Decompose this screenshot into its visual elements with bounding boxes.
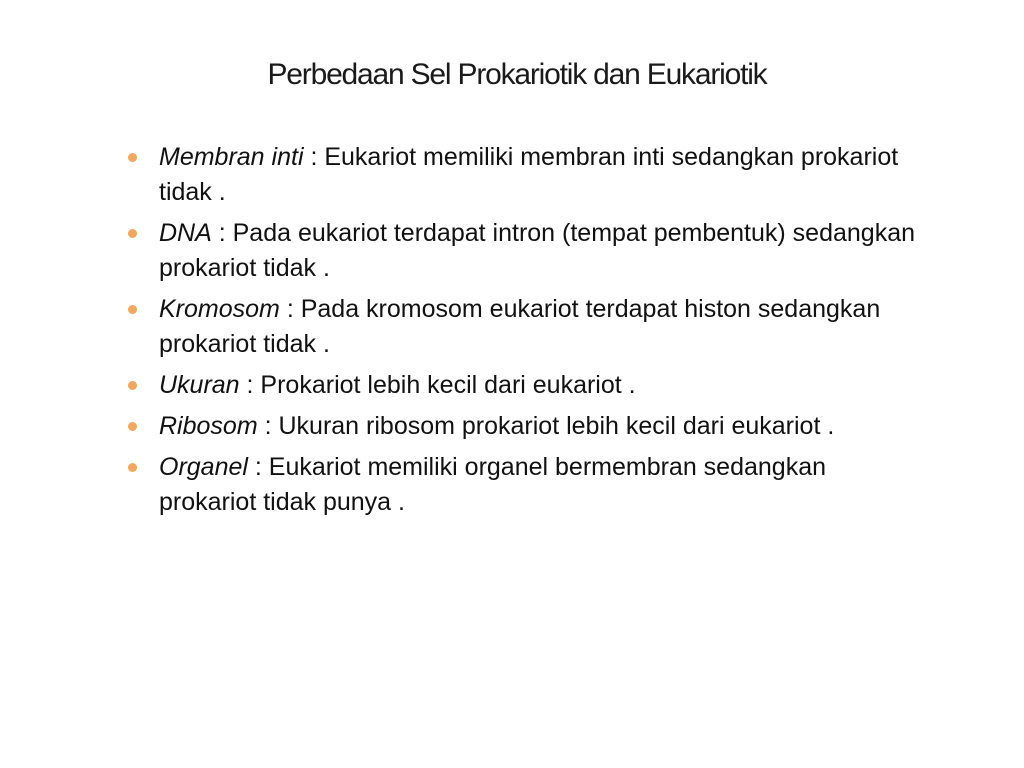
bullet-item-ribosom bbox=[122, 409, 922, 444]
bullet-description: : Eukariot memiliki membran inti sedangkan prokariot tidak . bbox=[159, 143, 899, 206]
bullet-item-kromosom bbox=[122, 292, 922, 362]
bullet-dot-icon bbox=[128, 153, 137, 162]
bullet-term: Kromosom bbox=[159, 295, 280, 323]
bullet-item-organel bbox=[122, 450, 922, 520]
bullet-item-ukuran bbox=[122, 368, 922, 403]
bullet-description: : Prokariot lebih kecil dari eukariot . bbox=[239, 371, 636, 399]
bullet-description: : Ukuran ribosom prokariot lebih kecil dari eukariot . bbox=[257, 412, 835, 440]
bullet-term: Ukuran bbox=[159, 371, 240, 399]
bullet-dot-icon bbox=[128, 381, 137, 390]
bullet-dot-icon bbox=[128, 422, 137, 431]
bullet-term: DNA bbox=[159, 219, 212, 247]
bullet-dot-icon bbox=[128, 229, 137, 238]
bullet-item-dna bbox=[122, 216, 922, 286]
bullet-list bbox=[122, 140, 922, 526]
bullet-term: Organel bbox=[159, 453, 248, 481]
bullet-item-membran-inti bbox=[122, 140, 922, 210]
bullet-description: : Pada eukariot terdapat intron (tempat pembentuk) sedangkan prokariot tidak . bbox=[159, 219, 916, 282]
bullet-dot-icon bbox=[128, 463, 137, 472]
slide-title: Perbedaan Sel Prokariotik dan Eukariotik bbox=[267, 58, 767, 91]
bullet-term: Ribosom bbox=[159, 412, 258, 440]
bullet-term: Membran inti bbox=[159, 143, 304, 171]
bullet-dot-icon bbox=[128, 305, 137, 314]
bullet-description: : Pada kromosom eukariot terdapat histon sedangkan prokariot tidak . bbox=[159, 295, 881, 358]
bullet-description: : Eukariot memiliki organel bermembran sedangkan prokariot tidak punya . bbox=[159, 453, 827, 516]
